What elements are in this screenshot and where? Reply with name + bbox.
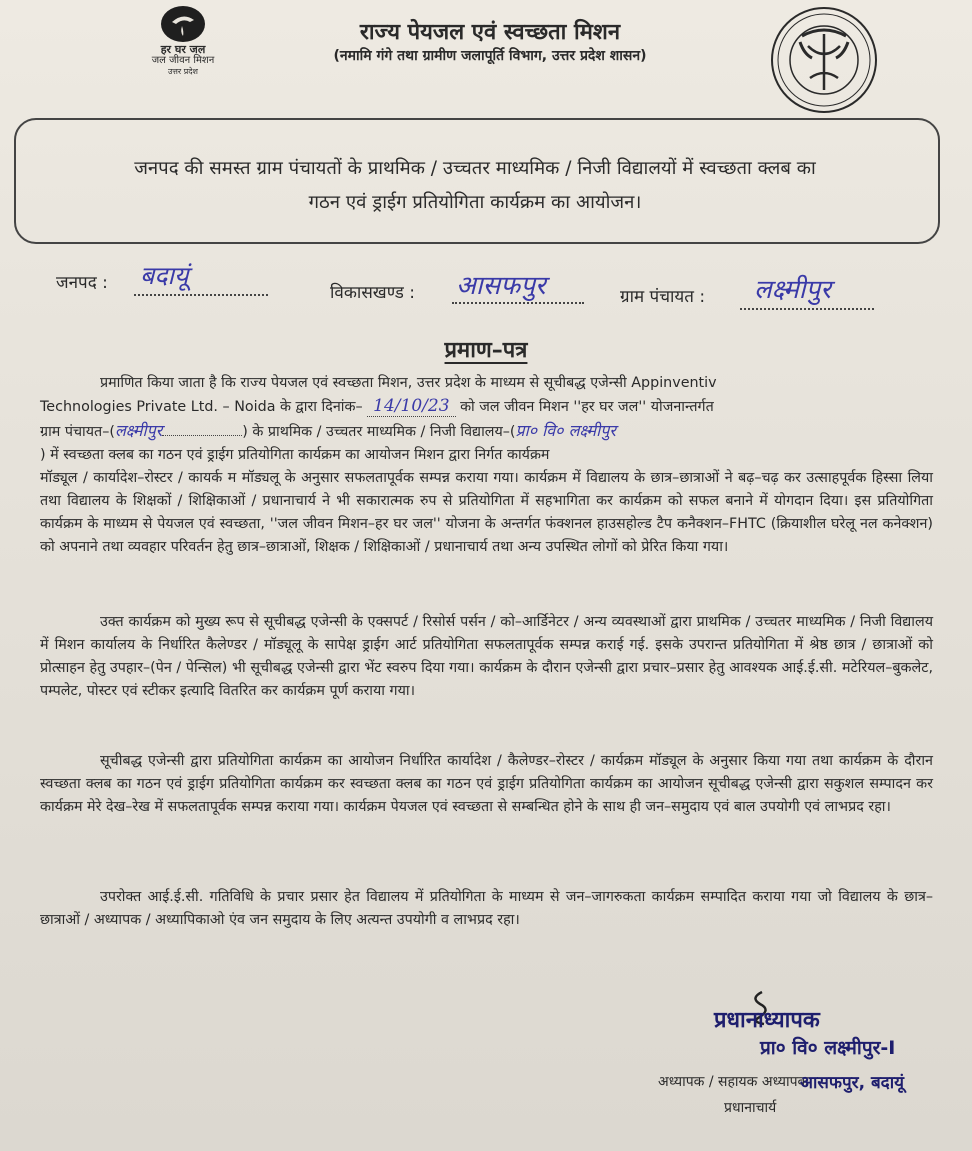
- panchayat-value: लक्ष्मीपुर: [754, 275, 831, 305]
- subject-line2: गठन एवं ड्राईग प्रतियोगिता कार्यक्रम का आयोजन।: [308, 192, 642, 213]
- mission-title: राज्य पेयजल एवं स्वच्छता मिशन: [359, 20, 621, 45]
- paragraph-3: [40, 750, 933, 819]
- block-value: आसफपुर: [456, 271, 546, 301]
- stamp-line3: आसफपुर, बदायूं: [800, 1073, 904, 1093]
- para1-line3: [40, 419, 933, 444]
- certificate-title: [0, 334, 972, 364]
- subject-line1: जनपद की समस्त ग्राम पंचायतों के प्राथमिक / उच्चतर माध्यमिक / निजी विद्यालयों में स्वच्छता क्लब का: [134, 158, 816, 179]
- stamp-line1: प्रधानाध्यापक: [714, 1008, 820, 1033]
- date-value: 14/10/23: [367, 396, 455, 417]
- signature-line1: अध्यापक / सहायक अध्यापक: [658, 1074, 809, 1090]
- certificate-title-text: प्रमाण–पत्र: [444, 338, 528, 363]
- mission-subtitle: (नमामि गंगे तथा ग्रामीण जलापूर्ति विभाग, उत्तर प्रदेश शासन): [333, 48, 647, 64]
- logo-line3: उत्तर प्रदेश: [168, 67, 198, 76]
- paragraph-1: [40, 372, 933, 559]
- para1-line2-a: Technologies Private Ltd. – Noida के द्वारा दिनांक–: [40, 399, 363, 415]
- para1-line2: [40, 395, 933, 419]
- paragraph-2: [40, 611, 933, 703]
- up-government-seal-icon: [768, 6, 880, 114]
- gp-value: लक्ष्मीपुर: [114, 421, 163, 440]
- logo-line1: हर घर जल: [160, 43, 206, 56]
- signature-block: [650, 990, 970, 1130]
- panchayat-label: ग्राम पंचायत :: [620, 287, 706, 307]
- district-label: जनपद :: [56, 273, 108, 293]
- para1-line4: ) में स्वच्छता क्लब का गठन एवं ड्राईग प्रतियोगिता कार्यक्रम का आयोजन मिशन द्वारा निर्गत कार्यक्रम: [40, 447, 550, 463]
- para1-line3-b: ) के प्राथमिक / उच्चतर माध्यमिक / निजी विद्यालय–(: [242, 424, 516, 440]
- paragraph-4: [40, 886, 933, 932]
- para1-rest: मॉड्यूल / कार्यादेश–रोस्टर / कायर्क म मॉड्यलू के अनुसार सफलतापूर्वक सम्पन्न कराया गया। कार्यक्रम में विद्यालय के छात्र–छात्राओं ने बढ़–चढ़ कर उत्साहपूर्वक हिस्सा लिया तथा विद्यालय के शिक्षकों / शिक्षिकाओं / प्रधानाचार्य ने भी सकारात्मक रुप से प्रतियोगिता में सहभागिता कर कार्यक्रम को सफल बनाने में योगदान दिया। इस प्रतियोगिता कार्यक्रम के माध्यम से पेयजल एवं स्वच्छता, ''जल जीवन मिशन–हर घर जल'' योजना के अन्तर्गत फंक्शनल हाउसहोल्ड टैप कनैक्शन–FHTC (क्रियाशील घरेलू नल कनेक्शन) को अपनाने तथा व्यवहार परिवर्तन हेतु छात्र–छात्राओं, शिक्षक / शिक्षिकाओं / प्रधानाचार्य तथा अन्य उपस्थित लोगों को प्रेरित किया गया।: [40, 470, 933, 555]
- stamp-line2: प्रा० वि० लक्ष्मीपुर-I: [760, 1037, 896, 1059]
- district-value: बदायूं: [140, 261, 189, 290]
- signature-line2: प्रधानाचार्य: [724, 1100, 777, 1116]
- school-value: प्रा० वि० लक्ष्मीपुर: [515, 421, 616, 440]
- para4-text: उपरोक्त आई.ई.सी. गतिविधि के प्रचार प्रसार हेत विद्यालय में प्रतियोगिता के माध्यम से जन–जागरुकता कार्यक्रम सम्पादित कराया गया जो विद्यालय के छात्र–छात्राओं / अध्यापक / अध्यापिकाओ एंव जन समुदाय के लिए अत्यन्त उपयोगी व लाभप्रद रहा।: [40, 889, 933, 928]
- para1-line2-b: को जल जीवन मिशन ''हर घर जल'' योजनान्तर्गत: [460, 399, 714, 415]
- block-label: विकासखण्ड :: [330, 283, 416, 303]
- para1-line3-a: ग्राम पंचायत–(: [40, 424, 115, 440]
- district-dotline: [134, 294, 268, 296]
- har-ghar-jal-logo: [158, 4, 208, 44]
- para3-text: सूचीबद्ध एजेन्सी द्वारा प्रतियोगिता कार्यक्रम का आयोजन निर्धारित कार्यादेश / कैलेण्डर–रोस्टर / कार्यक्रम मॉड्यूल के अनुसार किया गया तथा कार्यक्रम के दौरान स्वच्छता क्लब का गठन एवं ड्राईग प्रतियोगिता कार्यक्रम कर स्वच्छता क्लब का गठन एवं ड्राईग प्रतियोगिता कार्यक्रम का आयोजन सूचीबद्ध एजेन्सी द्वारा सकुशल सम्पादन कर कार्यक्रम मेरे देख–रेख में सफलतापूर्वक सम्पन्न कराया गया। कार्यक्रम पेयजल एवं स्वच्छता से सम्बन्धित होने के साथ ही जन–समुदाय एवं बाल उपयोगी एवं लाभप्रद रहा।: [40, 753, 933, 815]
- panchayat-dotline: [740, 308, 874, 310]
- para1-line1: प्रमाणित किया जाता है कि राज्य पेयजल एवं स्वच्छता मिशन, उत्तर प्रदेश के माध्यम से सूचीबद्ध एजेन्सी Appinventiv: [100, 375, 717, 391]
- logo-line2: जल जीवन मिशन: [151, 55, 215, 66]
- block-dotline: [452, 302, 584, 304]
- para2-text: उक्त कार्यक्रम को मुख्य रूप से सूचीबद्ध एजेन्सी के एक्सपर्ट / रिसोर्स पर्सन / को–आर्डिनेटर / अन्य व्यवस्थाओं द्वारा प्राथमिक / उच्चतर माध्यमिक / निजी विद्यालय में मिशन कार्यालय के निर्धारित कैलेण्डर / मॉड्यूलू के सापेक्ष ड्राईग आर्ट प्रतियोगिता सफलतापूर्वक सम्पन्न कराई गई. इसके उपरान्त प्रतियोगिता में श्रेष्ठ छात्र / छात्राओं को प्रोत्साहन हेतु उपहार–(पेन / पेन्सिल) भी सूचीबद्ध एजेन्सी द्वारा भेंट स्वरुप दिया गया। कार्यक्रम के दौरान एजेन्सी द्वारा प्रचार–प्रसार हेतु आवश्यक आई.ई.सी. मटेरियल–बुकलेट, पम्पलेट, पोस्टर एवं स्टीकर इत्यादि वितरित कर कार्यक्रम पूर्ण कराया गया।: [40, 614, 933, 699]
- subject-text: [30, 152, 920, 220]
